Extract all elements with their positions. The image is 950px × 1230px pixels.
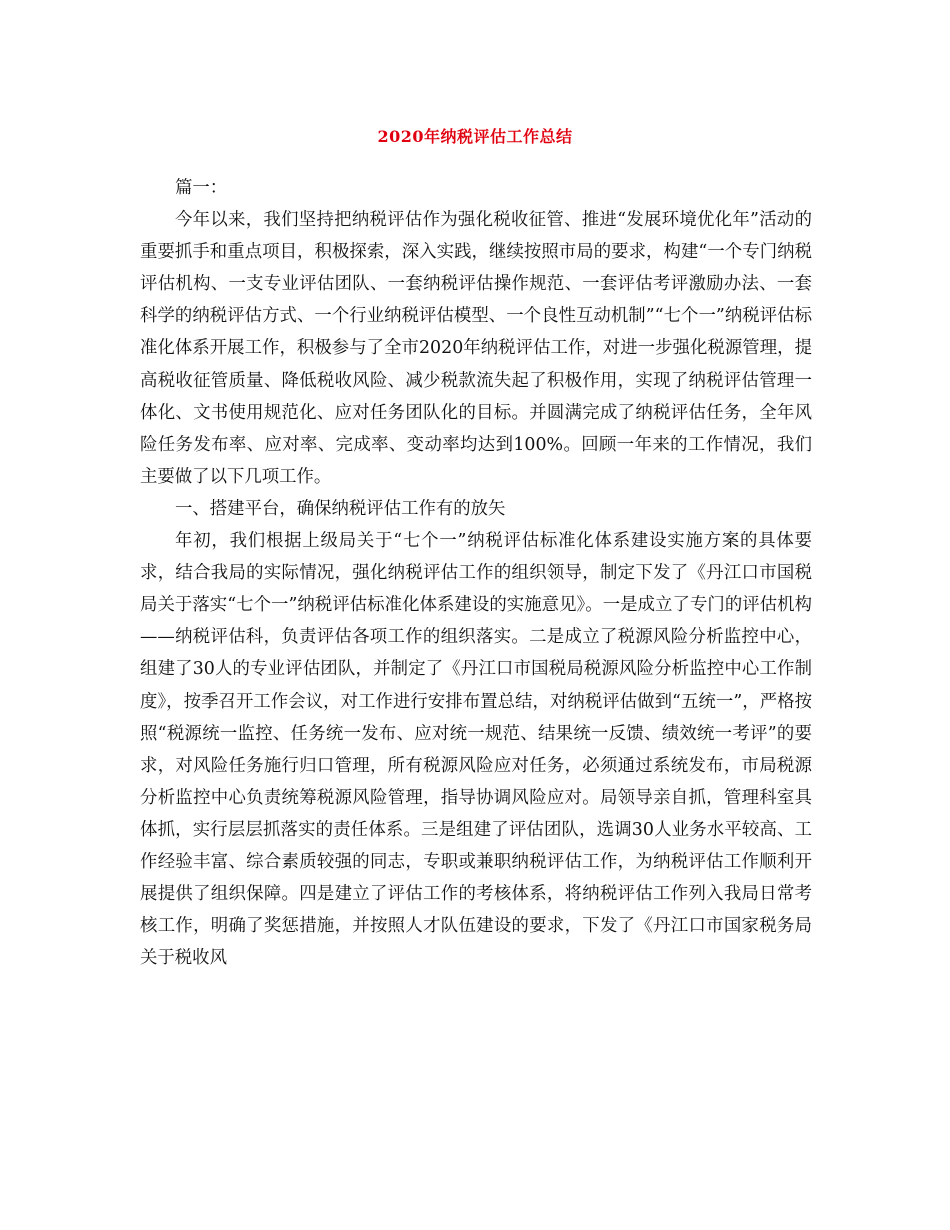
paragraph-section-label: 篇一： — [175, 178, 228, 198]
document-body — [140, 172, 812, 974]
paragraph-heading-1: 一、搭建平台，确保纳税评估工作有的放矢 — [175, 498, 506, 519]
paragraph-details: 年初，我们根据上级局关于“七个一”纳税评估标准化体系建设实施方案的具体要求，结合我局的实际情况，强化纳税评估工作的组织领导，制定下发了《丹江口市国税局关于落实“七个一”纳税评估标准化体系建设的实施意见》。一是成立了专门的评估机构——纳税评估科，负责评估各项工作的组织落实。二是成立了税源风险分析监控中心，组建了30人的专业评估团队，并制定了《丹江口市国税局税源风险分析监控中心工作制度》，按季召开工作会议，对工作进行安排布置总结，对纳税评估做到“五统一”，严格按照“税源统一监控、任务统一发布、应对统一规范、结果统一反馈、绩效统一考评”的要求，对风险任务施行归口管理，所有税源风险应对任务，必须通过系统发布，市局税源分析监控中心负责统筹税源风险管理，指导协调风险应对。局领导亲自抓，管理科室具体抓，实行层层抓落实的责任体系。三是组建了评估团队，选调30人业务水平较高、工作经验丰富、综合素质较强的同志，专职或兼职纳税评估工作，为纳税评估工作顺利开展提供了组织保障。四是建立了评估工作的考核体系，将纳税评估工作列入我局日常考核工作，明确了奖惩措施，并按照人才队伍建设的要求，下发了《丹江口市国家税务局关于税收风 — [140, 531, 812, 969]
document-title: 2020年纳税评估工作总结 — [377, 127, 573, 146]
paragraph-intro: 今年以来，我们坚持把纳税评估作为强化税收征管、推进“发展环境优化年”活动的重要抓手和重点项目，积极探索，深入实践，继续按照市局的要求，构建“一个专门纳税评估机构、一支专业评估团队、一套纳税评估操作规范、一套评估考评激励办法、一套科学的纳税评估方式、一个行业纳税评估模型、一个良性互动机制”“七个一”纳税评估标准化体系开展工作，积极参与了全市2020年纳税评估工作，对进一步强化税源管理，提高税收征管质量、降低税收风险、减少税款流失起了积极作用，实现了纳税评估管理一体化、文书使用规范化、应对任务团队化的目标。并圆满完成了纳税评估任务，全年风险任务发布率、应对率、完成率、变动率均达到100%。回顾一年来的工作情况，我们主要做了以下几项工作。 — [140, 210, 812, 487]
